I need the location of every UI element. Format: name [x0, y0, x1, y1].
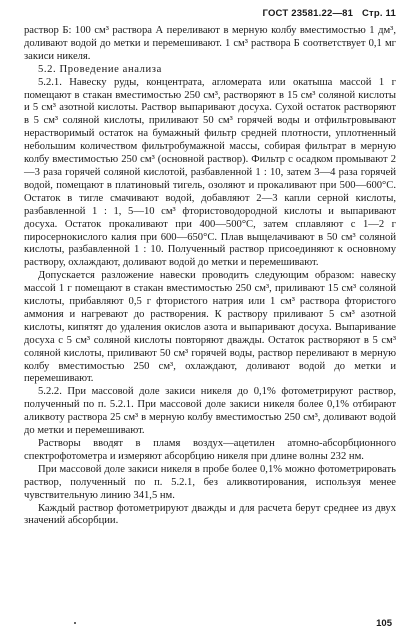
section-title: 5.2. Проведение анализа	[38, 63, 162, 75]
page-number: 105	[376, 618, 392, 629]
print-speck	[74, 622, 76, 624]
page-header	[24, 8, 396, 19]
paragraph-5-2-2: 5.2.2. При массовой доле закиси никеля до 0,1% фотометрируют раствор, полученный по п. 5.2.1. При массовой доле закиси никеля более 0,1% отбирают аликвоту раствора 25 см³ в мерную колбу вместимостью 250 см³, доливают водой до метки и перемешивают.	[24, 386, 396, 437]
paragraph-flame: Растворы вводят в пламя воздух—ацетилен атомно-абсорбционного спектрофотометра и измеряют абсорбцию никеля при длине волны 232 нм.	[24, 438, 396, 462]
document-page	[24, 8, 396, 633]
header-separator	[353, 8, 362, 19]
paragraph-5-2-1: 5.2.1. Навеску руды, концентрата, агломерата или окатыша массой 1 г помещают в стакан вместимостью 250 см³, растворяют в 15 см³ соляной кислоты и 5 см³ азотной кислоты. Раствор выпаривают досуха. Сухой остаток растворяют в 5 см³ соляной кислоты, приливают 50 см³ горячей воды и отфильтровывают нерастворимый остаток на бумажный фильтр средней плотности, уплотненный небольшим количеством фильтробумажной массы, собирая фильтрат в мерную колбу вместимостью 250 см³ (основной раствор). Фильтр с осадком промывают 2—3 раза горячей соляной кислотой, разбавленной 1 : 10, затем 3—4 раза горячей водой, помещают в платиновый тигель, озоляют и прокаливают при 500—600°С. Остаток в тигле смачивают водой, добавляют 2—3 капли серной кислоты, разбавленной 1 : 1, 5—10 см³ фтористоводородной кислоты и выпаривают досуха. Остаток прокаливают при 400—500°С, затем сплавляют с 1—2 г пиросернокислого калия при 600—650°С. Плав выщелачивают в 50 см³ соляной кислоты, разбавленной 1 : 10. Полученный раствор присоединяют к основному раствору, охлаждают, доливают водой до метки и перемешивают.	[24, 76, 396, 269]
paragraph-solution-b: раствор Б: 100 см³ раствора А переливают в мерную колбу вместимостью 1 дм³, доливают водой до метки и перемешивают. 1 см³ раствора Б соответствует 0,1 мг закиси никеля.	[24, 25, 396, 62]
standard-number: ГОСТ 23581.22—81	[262, 8, 354, 19]
paragraph-double-measurement: Каждый раствор фотометрируют дважды и для расчета берут среднее из двух значений абсорбции.	[24, 502, 396, 527]
paragraph-alternative-decomposition: Допускается разложение навески проводить следующим образом: навеску массой 1 г помещают в стакан вместимостью 250 см³, приливают 15 см³ соляной кислоты, прибавляют 0,5 г фтористого натрия или 1 см³ раствора фтористого аммония и нагревают до растворения. К раствору приливают 5 см³ азотной кислоты, кипятят до удаления окислов азота и выпаривают досуха. Выпаривание досуха с 5 см³ соляной кислоты повторяют дважды. Остаток растворяют в 5 см³ соляной кислоты, приливают 50 см³ горячей воды, раствор переливают в мерную колбу вместимостью 250 см³, охлаждают, доливают водой до метки и перемешивают.	[24, 270, 396, 385]
page-label: Стр. 11	[361, 8, 396, 19]
paragraph-high-nickel: При массовой доле закиси никеля в пробе более 0,1% можно фотометрировать раствор, полученный по п. 5.2.1, без аликвотирования, используя менее чувствительную линию 341,5 нм.	[24, 463, 396, 501]
